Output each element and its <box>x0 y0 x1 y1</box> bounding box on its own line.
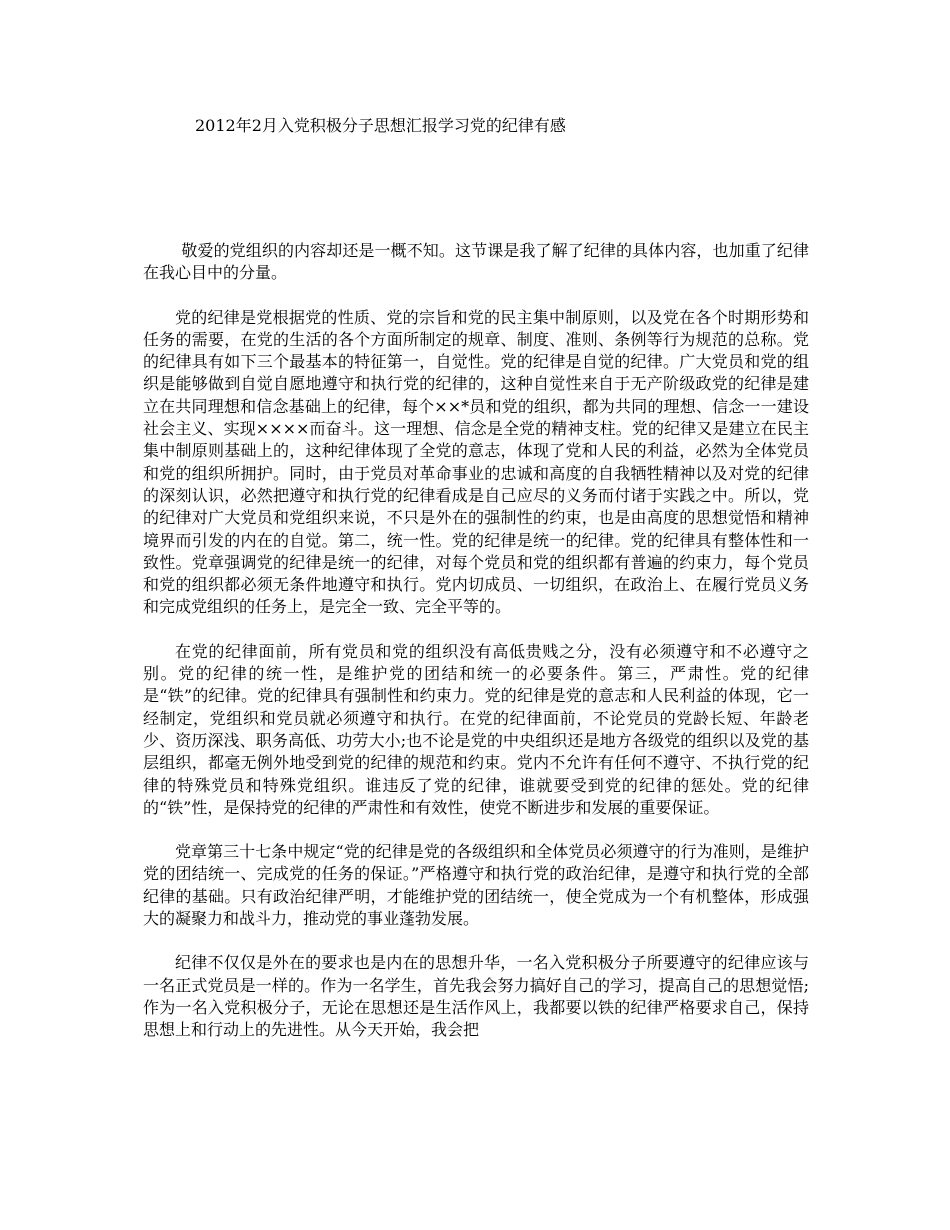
paragraph: 党章第三十七条中规定“党的纪律是党的各级组织和全体党员必须遵守的行为准则，是维护党的团结统一、完成党的任务的保证。”严格遵守和执行党的政治纪律，是遵守和执行党的全部纪律的基础。只有政治纪律严明，才能维护党的团结统一，使全党成为一个有机整体，形成强大的凝聚力和战斗力，推动党的事业蓬勃发展。 <box>143 842 809 929</box>
paragraph: 纪律不仅仅是外在的要求也是内在的思想升华，一名入党积极分子所要遵守的纪律应该与一名正式党员是一样的。作为一名学生，首先我会努力搞好自己的学习，提高自己的思想觉悟;作为一名入党积极分子，无论在思想还是生活作风上，我都要以铁的纪律严格要求自己，保持思想上和行动上的先进性。从今天开始，我会把 <box>143 953 809 1040</box>
paragraph: 在党的纪律面前，所有党员和党的组织没有高低贵贱之分，没有必须遵守和不必遵守之别。党的纪律的统一性，是维护党的团结和统一的必要条件。第三，严肃性。党的纪律是“铁”的纪律。党的纪律具有强制性和约束力。党的纪律是党的意志和人民利益的体现，它一经制定，党组织和党员就必须遵守和执行。在党的纪律面前，不论党员的党龄长短、年龄老少、资历深浅、职务高低、功劳大小;也不论是党的中央组织还是地方各级党的组织以及党的基层组织，都毫无例外地受到党的纪律的规范和约束。党内不允许有任何不遵守、不执行党的纪律的特殊党员和特殊党组织。谁违反了党的纪律，谁就要受到党的纪律的惩处。党的纪律的“铁”性，是保持党的纪律的严肃性和有效性，使党不断进步和发展的重要保证。 <box>143 641 809 817</box>
document-title: 2012年2月入党积极分子思想汇报学习党的纪律有感 <box>195 116 566 135</box>
paragraph: 党的纪律是党根据党的性质、党的宗旨和党的民主集中制原则，以及党在各个时期形势和任务的需要，在党的生活的各个方面所制定的规章、制度、准则、条例等行为规范的总称。党的纪律具有如下三个最基本的特征第一，自觉性。党的纪律是自觉的纪律。广大党员和党的组织是能够做到自觉自愿地遵守和执行党的纪律的，这种自觉性来自于无产阶级政党的纪律是建立在共同理想和信念基础上的纪律，每个××*员和党的组织，都为共同的理想、信念一一建设社会主义、实现××××而奋斗。这一理想、信念是全党的精神支柱。党的纪律又是建立在民主集中制原则基础上的，这种纪律体现了全党的意志，体现了党和人民的利益，必然为全体党员和党的组织所拥护。同时，由于党员对革命事业的忠诚和高度的自我牺牲精神以及对党的纪律的深刻认识，必然把遵守和执行党的纪律看成是自己应尽的义务而付诸于实践之中。所以，党的纪律对广大党员和党组织来说，不只是外在的强制性的约束，也是由高度的思想觉悟和精神境界而引发的内在的自觉。第二，统一性。党的纪律是统一的纪律。党的纪律具有整体性和一致性。党章强调党的纪律是统一的纪律，对每个党员和党的组织都有普遍的约束力，每个党员和党的组织都必须无条件地遵守和执行。党内切成员、一切组织，在政治上、在履行党员义务和完成党组织的任务上，是完全一致、完全平等的。 <box>143 307 809 617</box>
paragraph: 敬爱的党组织的内容却还是一概不知。这节课是我了解了纪律的具体内容，也加重了纪律在我心目中的分量。 <box>143 241 809 283</box>
document-body <box>143 240 809 1064</box>
